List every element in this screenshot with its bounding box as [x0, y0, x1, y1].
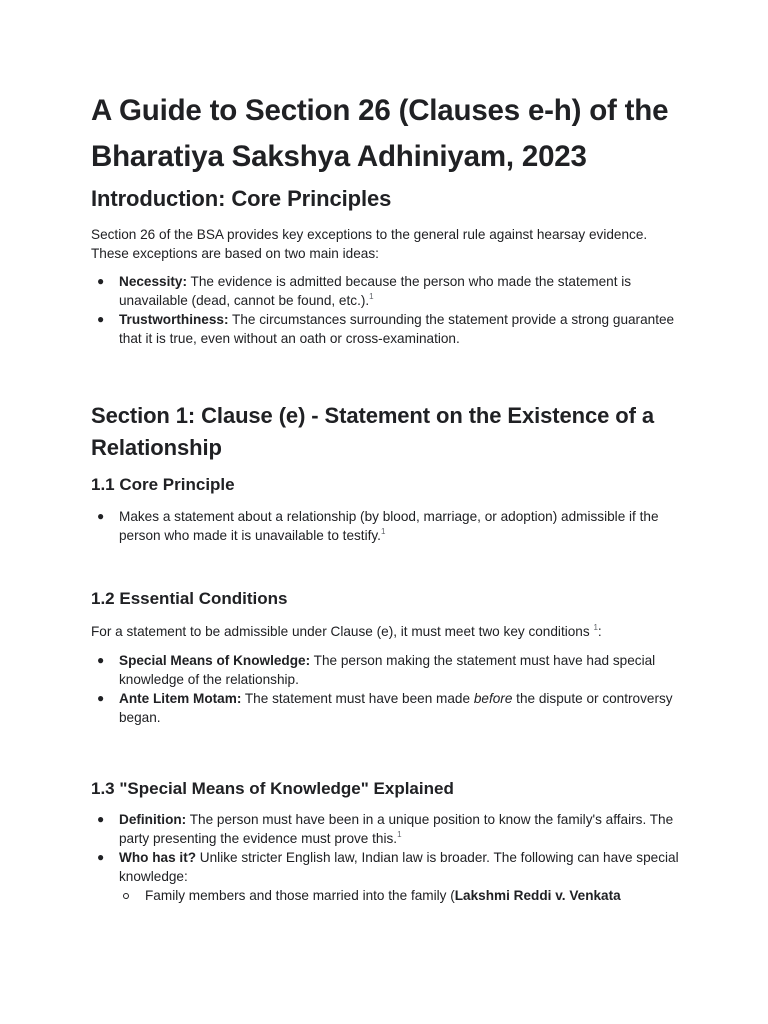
sub-bullet-text: Family members and those married into the family ( [145, 888, 455, 903]
list-item [91, 848, 681, 905]
bullet-text: the dispute or controversy began. [119, 691, 673, 725]
bullet-text: The person must have been in a unique position to know the family's affairs. The party presenting the evidence must prove this. [119, 812, 674, 846]
emphasis-text: before [473, 691, 513, 706]
conditions-colon: : [597, 624, 602, 639]
sub-bullet-list [119, 886, 681, 905]
list-item [91, 507, 681, 545]
intro-heading: Introduction: Core Principles [91, 186, 392, 211]
section1-heading: Section 1: Clause (e) - Statement on the Existence of a Relationship [91, 403, 654, 460]
essential-conditions-heading: 1.2 Essential Conditions [91, 589, 288, 608]
case-citation: Lakshmi Reddi v. Venkata [454, 888, 621, 903]
sub-list-item [119, 886, 681, 905]
bullet-text: The evidence is admitted because the person who made the statement is unavailable (dead, cannot be found, etc.). [119, 274, 632, 308]
special-means-heading: 1.3 "Special Means of Knowledge" Explained [91, 779, 454, 798]
bullet-marker: ● [97, 312, 105, 326]
bullet-label: Necessity: [119, 274, 188, 289]
intro-bullet-list [91, 272, 681, 348]
footnote-ref[interactable]: 1 [397, 830, 402, 839]
special-means-bullet-list [91, 810, 681, 905]
list-item [91, 310, 681, 348]
bullet-label: Trustworthiness: [119, 312, 229, 327]
conditions-paragraph [91, 622, 681, 641]
bullet-label: Who has it? [119, 850, 197, 865]
bullet-label: Special Means of Knowledge: [119, 653, 311, 668]
list-item [91, 272, 681, 310]
bullet-text: Unlike stricter English law, Indian law is broader. The following can have special knowledge: [119, 850, 679, 884]
hollow-bullet-icon [123, 893, 129, 899]
core-principle-list [91, 507, 681, 545]
bullet-marker: ● [97, 812, 105, 826]
bullet-text: The statement must have been made [241, 691, 474, 706]
document-title: A Guide to Section 26 (Clauses e-h) of the Bharatiya Sakshya Adhiniyam, 2023 [91, 94, 669, 173]
conditions-text: For a statement to be admissible under Clause (e), it must meet two key conditions [91, 624, 594, 639]
bullet-marker: ● [97, 509, 105, 523]
footnote-ref[interactable]: 1 [593, 623, 598, 632]
intro-paragraph: Section 26 of the BSA provides key exceptions to the general rule against hearsay evidence. These exceptions are based on two main ideas: [91, 227, 648, 261]
bullet-marker: ● [97, 274, 105, 288]
core-principle-heading: 1.1 Core Principle [91, 475, 235, 494]
footnote-ref[interactable]: 1 [380, 527, 386, 536]
list-item [91, 810, 681, 848]
bullet-marker: ● [97, 850, 105, 864]
bullet-label: Definition: [119, 812, 187, 827]
bullet-text: The circumstances surrounding the statement provide a strong guarantee that it is true, even without an oath or cross-examination. [119, 312, 675, 346]
bullet-text: Makes a statement about a relationship (by blood, marriage, or adoption) admissible if the person who made it is unavailable to testify. [119, 509, 659, 543]
bullet-text: The person making the statement must have had special knowledge of the relationship. [119, 653, 656, 687]
bullet-marker: ● [97, 653, 105, 667]
list-item [91, 651, 681, 689]
bullet-label: Ante Litem Motam: [119, 691, 242, 706]
list-item [91, 689, 681, 727]
conditions-bullet-list [91, 651, 681, 727]
footnote-ref[interactable]: 1 [369, 292, 374, 301]
bullet-marker: ● [97, 691, 105, 705]
